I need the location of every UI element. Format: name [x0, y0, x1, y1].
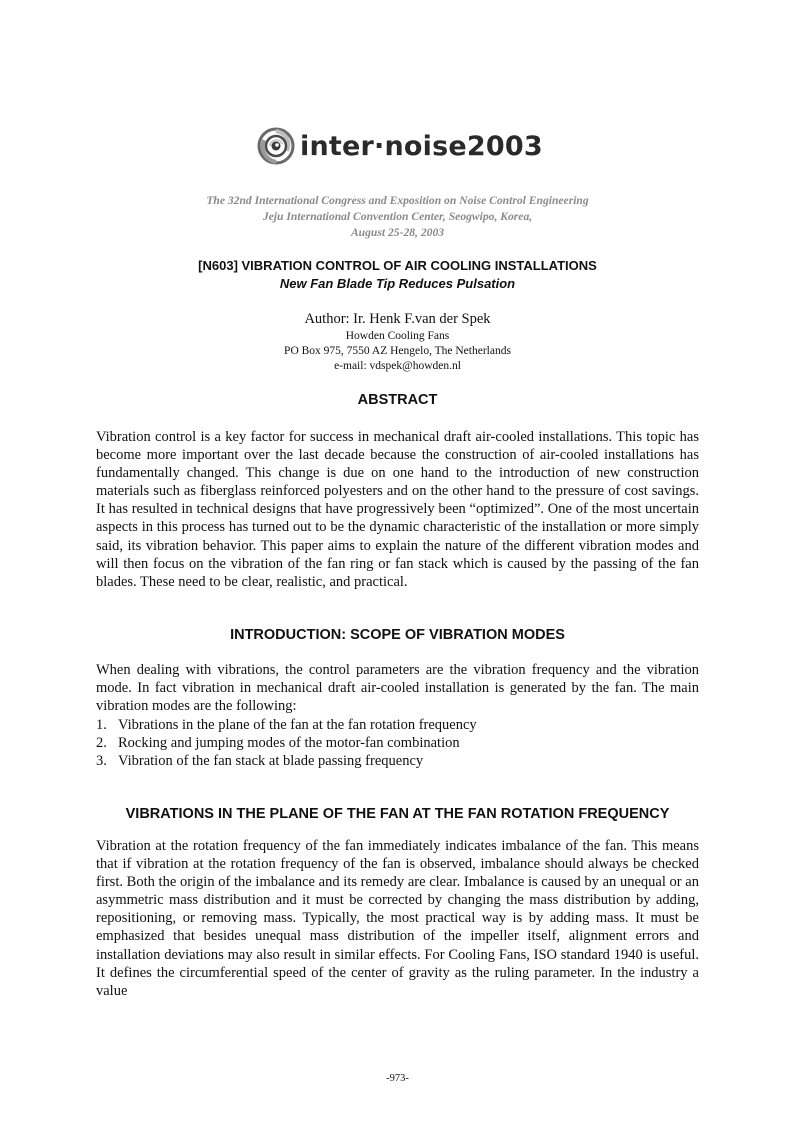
paper-title: [N603] VIBRATION CONTROL OF AIR COOLING INSTALLATIONS — [198, 258, 597, 273]
list-item-text: Rocking and jumping modes of the motor-fan combination — [118, 735, 460, 752]
author-email: e-mail: vdspek@howden.nl — [334, 360, 461, 372]
congress-venue: Jeju International Convention Center, Seogwipo, Korea, — [262, 210, 533, 223]
page-number: -973- — [386, 1073, 409, 1084]
list-item-text: Vibration of the fan stack at blade passing frequency — [118, 753, 424, 770]
abstract-text: Vibration control is a key factor for success in mechanical draft air-cooled installations. This topic has become more important over the last decade because the construction of air-cooled installations has fundamentally changed. This change is due on one hand to the introduction of new construction materials such as fiberglass reinforced polyesters and on the other hand to the pressure of cost savings. It has resulted in technical designs that have progressively been “optimized”. One of the most uncertain aspects in this process has turned out to be the dynamic characteristic of the installation or more simply said, its vibration behavior. This paper aims to explain the nature of the different vibration modes and will then focus on the vibration of the fan ring or fan stack which is caused by the passing of the fan blades. These need to be clear, realistic, and practical. — [96, 429, 699, 590]
author-affiliation: Howden Cooling Fans — [345, 330, 450, 342]
author-block — [96, 310, 699, 374]
logo-wordmark: inter·noise2003 — [300, 130, 543, 162]
author-name: Author: Ir. Henk F.van der Spek — [304, 311, 491, 327]
conference-logo — [256, 120, 556, 172]
list-item-number: 3. — [96, 753, 107, 770]
congress-info — [96, 193, 699, 241]
congress-dates: August 25-28, 2003 — [350, 226, 445, 239]
congress-name: The 32nd International Congress and Exposition on Noise Control Engineering — [206, 194, 589, 207]
list-item-number: 2. — [96, 735, 107, 752]
abstract-heading: ABSTRACT — [357, 392, 438, 408]
section2-heading: VIBRATIONS IN THE PLANE OF THE FAN AT THE FAN ROTATION FREQUENCY — [125, 806, 670, 822]
list-item — [96, 752, 699, 770]
swirl-logo-icon — [256, 124, 296, 168]
introduction-text: When dealing with vibrations, the control parameters are the vibration frequency and the vibration mode. In fact vibration in mechanical draft air-cooled installation is generated by the fan. The main vibration modes are the following: — [96, 662, 699, 715]
vibration-modes-list — [96, 716, 699, 770]
list-item — [96, 716, 699, 734]
list-item-number: 1. — [96, 717, 107, 733]
author-address: PO Box 975, 7550 AZ Hengelo, The Netherlands — [284, 345, 511, 357]
introduction-heading: INTRODUCTION: SCOPE OF VIBRATION MODES — [230, 627, 565, 643]
section2-text: Vibration at the rotation frequency of the fan immediately indicates imbalance of the fan. This means that if vibration at the rotation frequency of the fan is observed, imbalance should always be checked first. Both the origin of the imbalance and its remedy are clear. Imbalance is caused by an unequal or an asymmetric mass distribution and it must be corrected by changing the mass distribution by adding, repositioning, or removing mass. Typically, the most practical way is by adding mass. It must be emphasized that besides unequal mass distribution of the impeller itself, alignment errors and installation deviations may also result in similar effects. For Cooling Fans, ISO standard 1940 is useful. It defines the circumferential speed of the center of gravity as the ruling parameter. In the industry a value — [96, 838, 699, 999]
paper-title-block — [96, 257, 699, 293]
list-item-text: Vibrations in the plane of the fan at the fan rotation frequency — [118, 717, 477, 733]
paper-subtitle: New Fan Blade Tip Reduces Pulsation — [279, 276, 516, 291]
list-item — [96, 734, 699, 752]
